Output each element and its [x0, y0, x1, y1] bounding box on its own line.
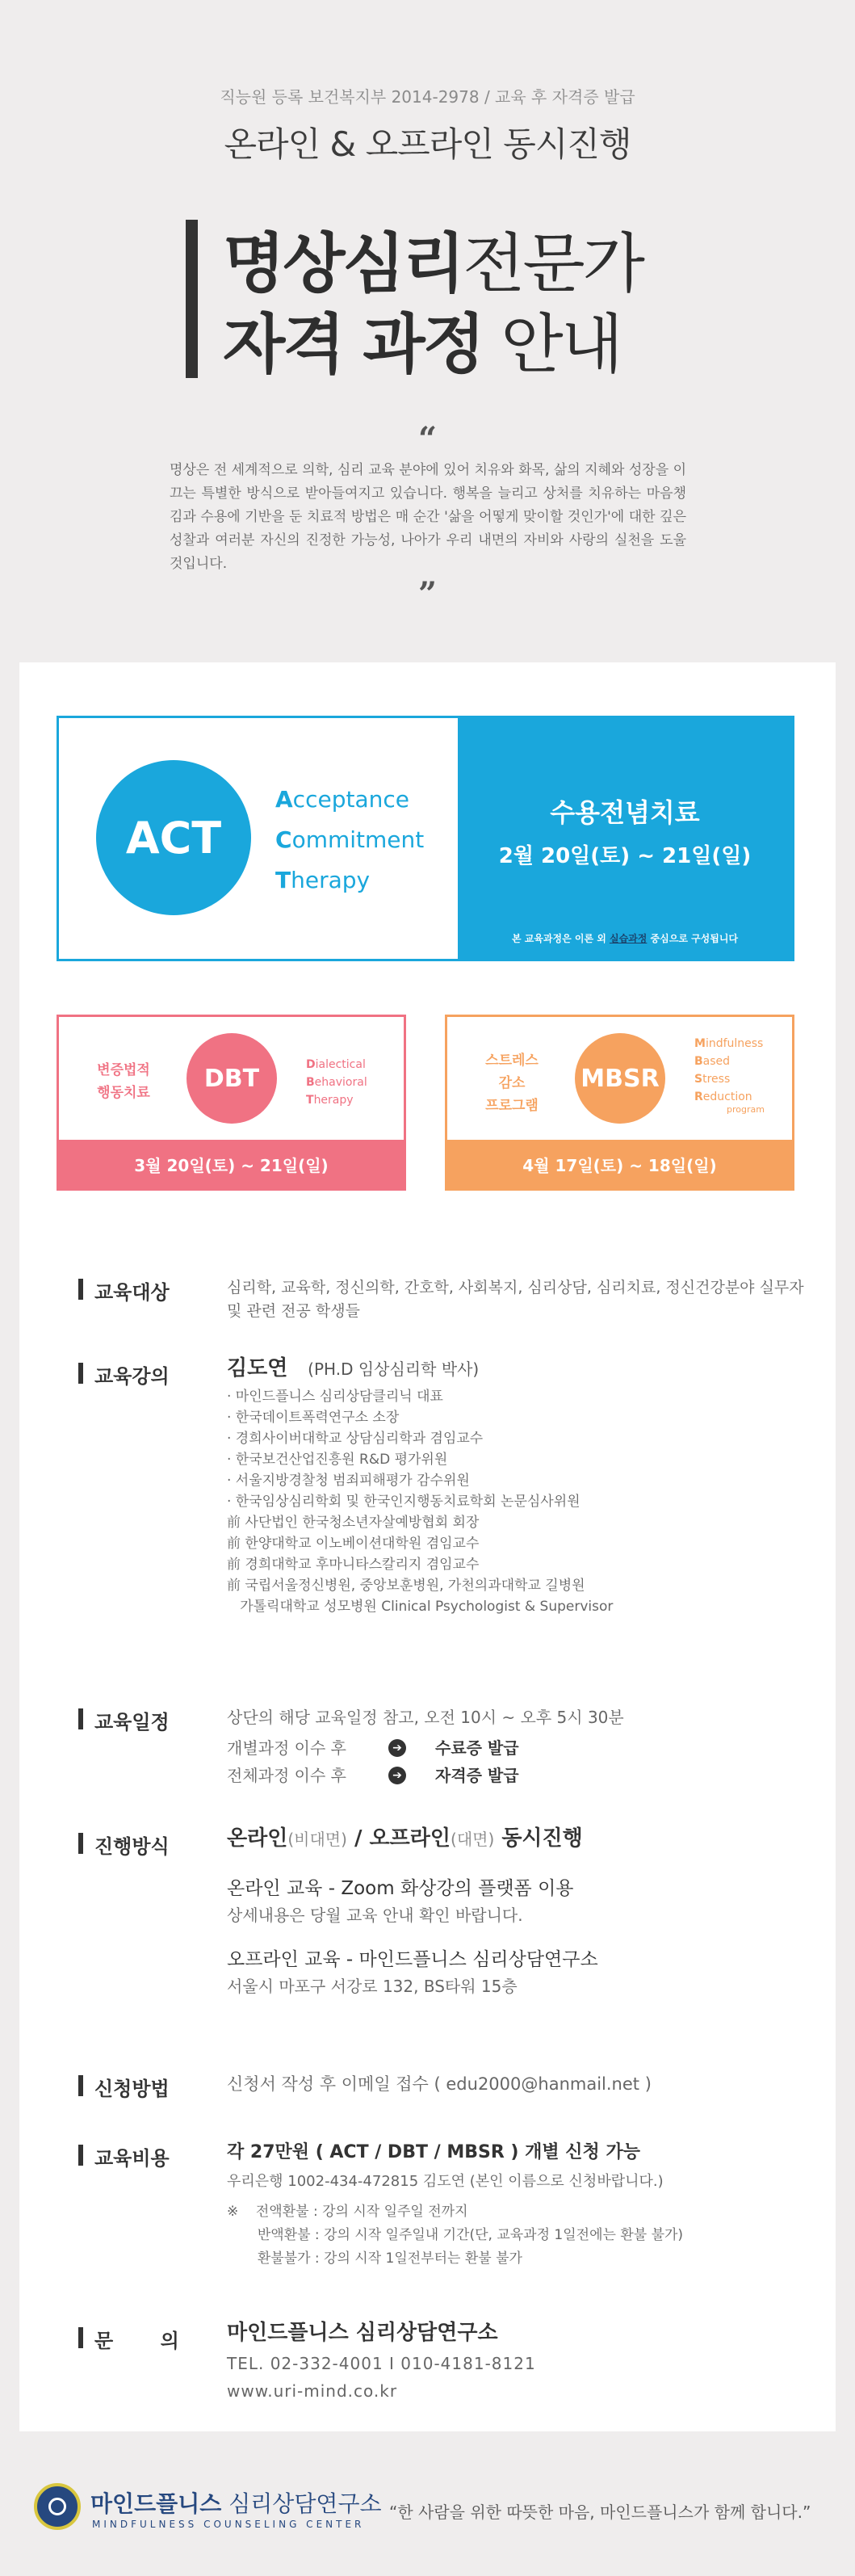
career-item: 前 사단법인 한국청소년자살예방협회 회장	[227, 1515, 480, 1531]
method-block	[227, 1827, 808, 1998]
dbt-date: 3월 20일(토) ~ 21일(일)	[59, 1140, 404, 1188]
offline-line: 오프라인 교육 - 마인드플니스 심리상담연구소	[227, 1949, 598, 1970]
brand-name-bold: 마인드플니스	[90, 2490, 222, 2517]
contact-name: 마인드플니스 심리상담연구소	[227, 2321, 498, 2345]
contact-section	[19, 2310, 836, 2431]
lecturer-degree: (PH.D 임상심리학 박사)	[308, 1359, 480, 1379]
act-title: 수용전념치료	[550, 797, 700, 828]
contact-web[interactable]: www.uri-mind.co.kr	[227, 2381, 398, 2401]
act-date: 2월 20일(토) ~ 21일(일)	[498, 844, 752, 868]
title-line-1-bold: 명상심리	[223, 226, 463, 301]
offline-sub: 서울시 마포구 서강로 132, BS타워 15층	[227, 1977, 518, 1996]
lecturer-label: 교육강의	[78, 1360, 170, 1389]
dbt-korean-name: 변증법적 행동치료	[97, 1062, 150, 1101]
act-word-3: Therapy	[275, 867, 371, 893]
refund-item: 반액환불 : 강의 시작 일주일내 기간(단, 교육과정 1일전에는 환불 불가)	[227, 2227, 684, 2243]
brand-logo-icon	[34, 2483, 81, 2530]
act-fullname	[275, 780, 424, 901]
lecturer-career-list	[227, 1386, 808, 1617]
schedule-row-certificate: 개별과정 이수 후 ➔ 수료증 발급	[227, 1738, 519, 1758]
lecturer-heading	[227, 1357, 808, 1381]
act-note: 본 교육과정은 이론 외 실습과정 중심으로 구성됩니다	[511, 933, 739, 944]
brand-name-en: MINDFULNESS COUNSELING CENTER	[92, 2519, 365, 2530]
quote-close-icon: ”	[417, 575, 437, 613]
career-item: 가톨릭대학교 성모병원 Clinical Psychologist & Supervisor	[227, 1599, 614, 1615]
career-item: · 마인드플니스 심리상담클리닉 대표	[227, 1389, 443, 1405]
career-item: 前 경희대학교 후마니타스칼리지 겸임교수	[227, 1557, 480, 1573]
act-program	[57, 716, 794, 961]
quote-open-icon: “	[417, 420, 437, 458]
dbt-program	[57, 1015, 406, 1191]
arrow-right-icon: ➔	[388, 1767, 406, 1784]
mbsr-date: 4월 17일(토) ~ 18일(일)	[447, 1140, 792, 1188]
act-word-2: Commitment	[275, 826, 425, 853]
method-value: 온라인(비대면) / 오프라인(대면) 동시진행	[227, 1826, 583, 1851]
target-value: 심리학, 교육학, 정신의학, 간호학, 사회복지, 심리상담, 심리치료, 정신건강분야 실무자 및 관련 전공 학생들	[227, 1279, 804, 1320]
career-item: · 한국임상심리학회 및 한국인지행동치료학회 논문심사위원	[227, 1494, 580, 1510]
apply-value: 신청서 작성 후 이메일 접수 ( edu2000@hanmail.net )	[227, 2074, 652, 2094]
schedule-row-license: 전체과정 이수 후 ➔ 자격증 발급	[227, 1766, 519, 1785]
schedule-block	[227, 1706, 808, 1789]
fee-label: 교육비용	[78, 2142, 170, 2170]
schedule-label: 교육일정	[78, 1706, 170, 1734]
lecturer-name: 김도연	[227, 1356, 288, 1380]
title-bar	[186, 220, 198, 378]
schedule-value: 상단의 해당 교육일정 참고, 오전 10시 ~ 오후 5시 30분	[227, 1708, 624, 1727]
arrow-right-icon: ➔	[388, 1739, 406, 1757]
slogan: “한 사람을 위한 따뜻한 마음, 마인드플니스가 함께 합니다.”	[389, 2502, 811, 2522]
apply-label: 신청방법	[78, 2073, 170, 2101]
title-line-2-normal: 안내	[482, 307, 621, 382]
mbsr-fullname: Mindfulness Based Stress Reduction program	[694, 1037, 765, 1115]
career-item: · 한국보건산업진흥원 R&D 평가위원	[227, 1452, 448, 1468]
subtitle: 온라인 & 오프라인 동시진행	[224, 124, 631, 164]
career-item: 前 한양대학교 이노베이션대학원 겸임교수	[227, 1536, 480, 1552]
mbsr-badge: MBSR	[575, 1033, 665, 1124]
fee-title: 각 27만원 ( ACT / DBT / MBSR ) 개별 신청 가능	[227, 2142, 640, 2162]
refund-item: 환불불가 : 강의 시작 1일전부터는 환불 불가	[227, 2250, 522, 2267]
method-label: 진행방식	[78, 1830, 170, 1859]
career-item: · 한국데이트폭력연구소 소장	[227, 1410, 400, 1426]
dbt-fullname: Dialectical Behavioral Therapy	[306, 1058, 367, 1107]
fee-block	[227, 2139, 808, 2271]
online-line: 온라인 교육 - Zoom 화상강의 플랫폼 이용	[227, 1878, 574, 1899]
contact-tel: TEL. 02-332-4001 I 010-4181-8121	[227, 2354, 536, 2373]
registration-text: 직능원 등록 보건복지부 2014-2978 / 교육 후 자격증 발급	[220, 87, 635, 107]
title-line-2	[223, 292, 621, 385]
intro-text: 명상은 전 세계적으로 의학, 심리 교육 분야에 있어 치유와 화목, 삶의 지혜와 성장을 이끄는 특별한 방식으로 받아들여지고 있습니다. 행복을 늘리고 상처를 치유하는 마음챙김과 수용에 기반을 둔 치료적 방법은 매 순간 '삶을 어떻게 맞이할 것인가'에 대한 깊은 성찰과 여러분 자신의 진정한 가능성, 나아가 우리 내면의 자비와 사랑의 실천을 도울 것입니다.	[170, 462, 686, 572]
contact-block	[227, 2322, 808, 2405]
refund-list	[227, 2200, 808, 2271]
brand-name	[90, 2486, 382, 2519]
target-label: 교육대상	[78, 1276, 170, 1305]
header	[0, 0, 855, 662]
act-badge: ACT	[96, 760, 251, 915]
act-word-1: Acceptance	[275, 786, 409, 813]
fee-account: 우리은행 1002-434-472815 김도연 (본인 이름으로 신청바랍니다.)	[227, 2173, 664, 2190]
contact-label: 문 의	[78, 2325, 179, 2353]
mbsr-program	[445, 1015, 794, 1191]
dbt-badge: DBT	[187, 1033, 277, 1124]
refund-item: ※ 전액환불 : 강의 시작 일주일 전까지	[227, 2204, 468, 2220]
title-line-2-bold: 자격 과정	[223, 307, 483, 382]
title-line-1-normal: 전문가	[463, 226, 643, 301]
career-item: 前 국립서울정신병원, 중앙보훈병원, 가천의과대학교 길병원	[227, 1578, 585, 1594]
brand-name-rest: 심리상담연구소	[221, 2490, 382, 2517]
career-item: · 서울지방경찰청 범죄피해평가 감수위원	[227, 1473, 470, 1489]
act-info-panel	[458, 718, 792, 959]
mbsr-korean-name: 스트레스 감소 프로그램	[485, 1053, 539, 1114]
content-card	[19, 662, 836, 2310]
lecturer-block	[227, 1357, 808, 1617]
career-item: · 경희사이버대학교 상담심리학과 겸임교수	[227, 1431, 484, 1447]
online-sub: 상세내용은 당월 교육 안내 확인 바랍니다.	[227, 1906, 523, 1925]
title-line-1	[223, 212, 643, 305]
